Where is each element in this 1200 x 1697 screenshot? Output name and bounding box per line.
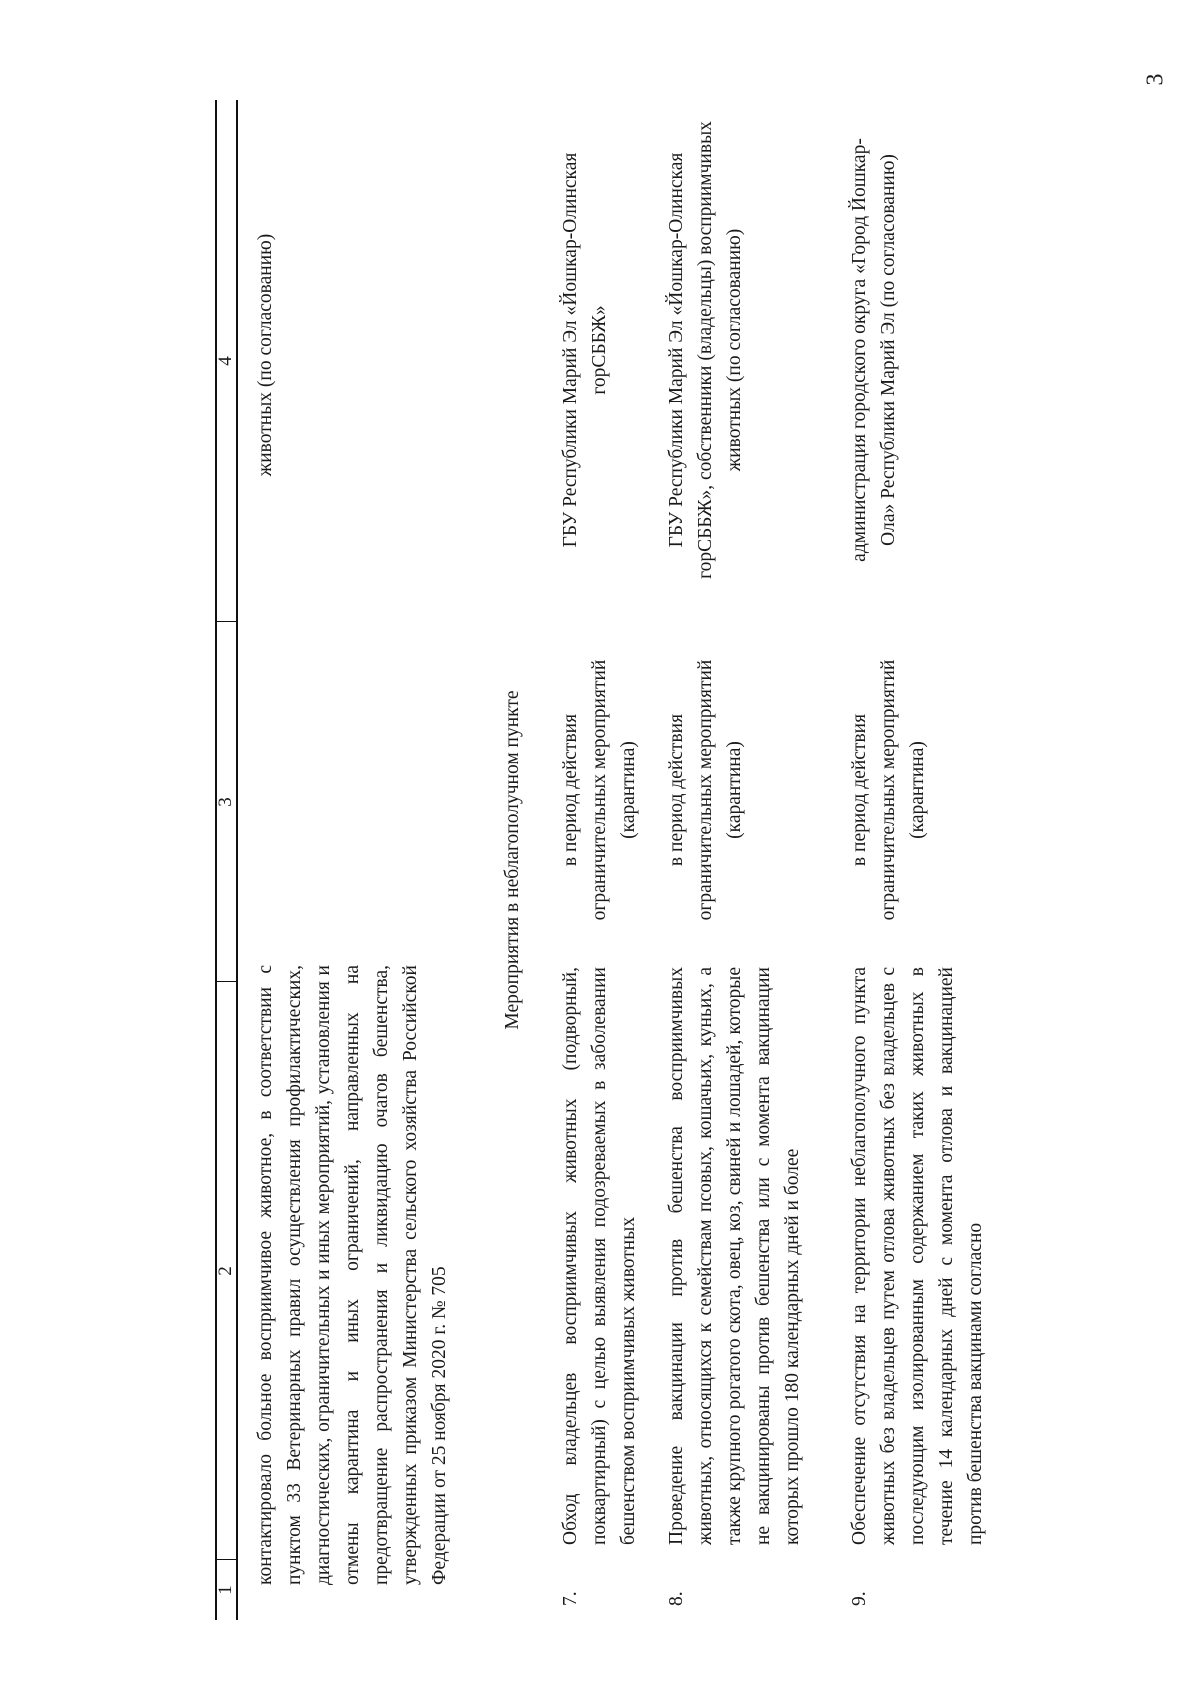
row-responsible: ГБУ Республики Марий Эл «Йошкар-Олинская горСББЖ», собственники (владельцы) восприимчивых животных (по согласованию) [666, 121, 745, 579]
section-heading: Мероприятия в неблагополучном пункте [502, 690, 523, 1030]
row-activity: Обход владельцев восприимчивых животных (подворный, поквартирный) с целью выявления подозреваемых в заболевании бешенством восприимчивых животных [560, 967, 639, 1545]
row-responsible: администрация городского округа «Город Йошкар-Ола» Республики Марий Эл (по согласованию) [849, 138, 899, 562]
row-number: 8. [666, 1591, 687, 1606]
row-activity: Проведение вакцинации против бешенства восприимчивых животных, относящихся к семействам псовых, кошачьих, куньих, а также крупного рогатого скота, овец, коз, свиней и лошадей, которые не вакцинированы против бешенства или с момента вакцинации которых прошло 180 календарных дней и более [666, 967, 803, 1545]
rotated-table-sheet [215, 100, 1015, 1620]
row-activity: Обеспечение отсутствия на территории неблагополучного пункта животных без владельцев путем отлова животных без владельцев с последующим изолированным содержанием таких животных в течение 14 календарных дней с момента отлова и вакцинацией против бешенства вакцинами согласно [849, 967, 986, 1545]
continued-responsible-text: животных (по согласованию) [255, 233, 276, 477]
row-period: в период действия ограничительных мероприятий (карантина) [666, 659, 745, 921]
row-period: в период действия ограничительных мероприятий (карантина) [849, 659, 928, 921]
row-number: 7. [560, 1591, 581, 1606]
row-period: в период действия ограничительных мероприятий (карантина) [560, 659, 639, 921]
page-number: 3 [1142, 73, 1169, 86]
column-header-3: 3 [215, 621, 238, 982]
column-header-4: 4 [215, 100, 238, 622]
column-header-1: 1 [215, 1559, 238, 1620]
row-number: 9. [849, 1591, 870, 1606]
continued-activity-text: контактировало больное восприимчивое животное, в соответствии с пунктом 33 Ветеринарных правил осуществления профилактических, диагностических, ограничительных и иных мероприятий, установления и отмены карантина и иных ограничений, направленных на предотвращение распространения и ликвидацию очагов бешенства, утвержденных приказом Министерства сельского хозяйства Российской Федерации от 25 ноября 2020 г. № 705 [255, 965, 450, 1585]
column-header-2: 2 [215, 981, 238, 1560]
row-responsible: ГБУ Республики Марий Эл «Йошкар-Олинская горСББЖ» [560, 152, 610, 548]
